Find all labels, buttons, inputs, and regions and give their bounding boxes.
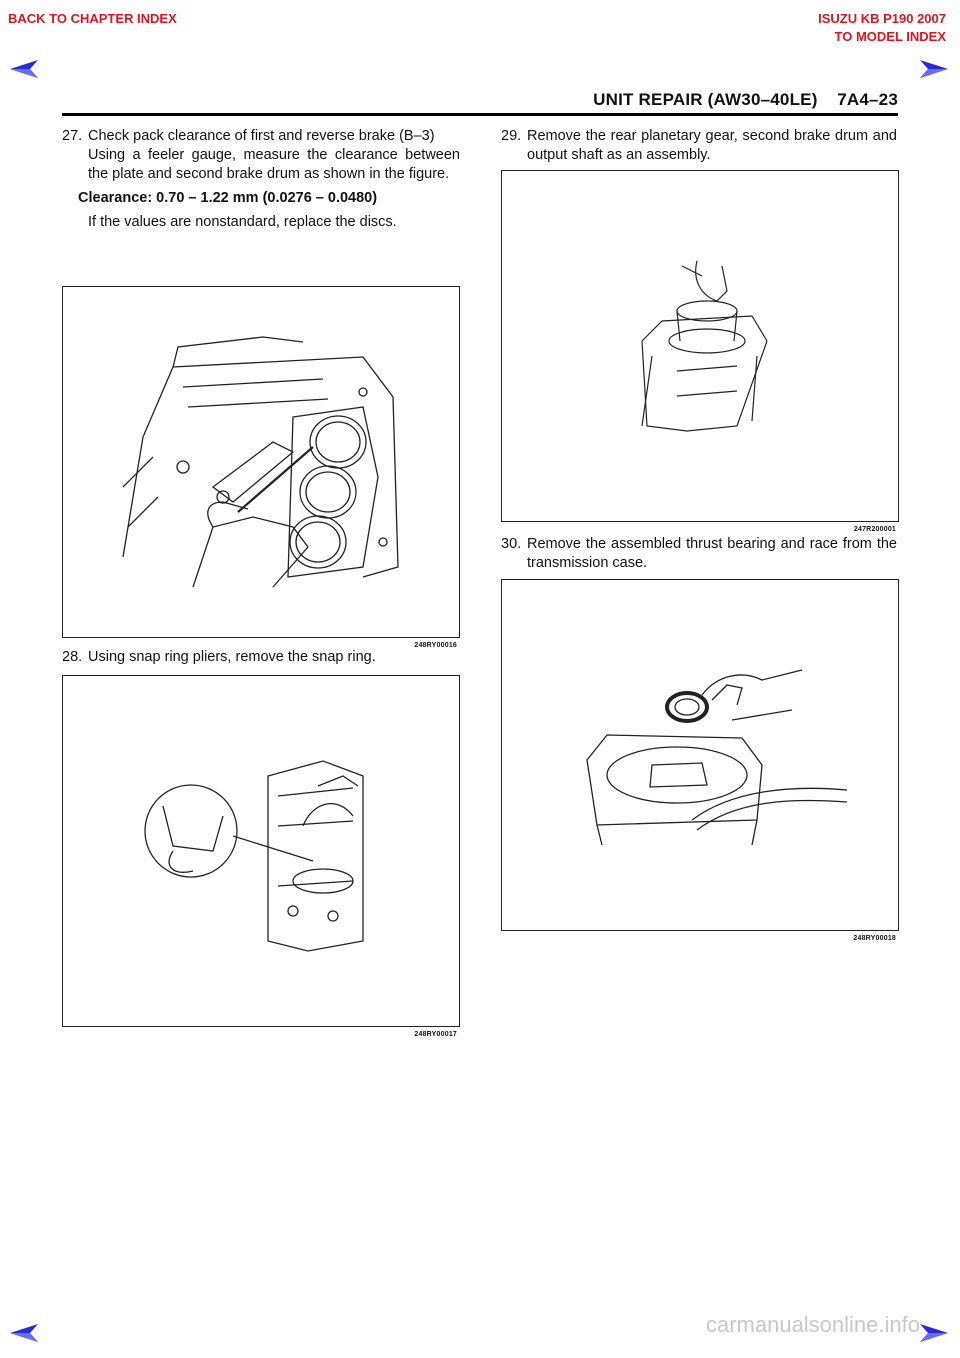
step-30-block: [501, 535, 897, 573]
step-27: [62, 127, 460, 146]
model-title: ISUZU KB P190 2007: [818, 11, 946, 26]
step-29-block: [501, 127, 897, 165]
figure-snap-ring: [62, 675, 460, 1038]
planetary-gear-illustration: [502, 171, 898, 521]
prev-page-arrow-bottom-icon[interactable]: [8, 1322, 42, 1344]
step-28-block: [62, 648, 460, 667]
step-number: 30.: [501, 536, 522, 552]
step-text: Remove the rear planetary gear, second brake drum and output shaft as an assembly.: [527, 128, 897, 163]
header-rule: [62, 113, 898, 116]
step-27-note: If the values are nonstandard, replace the discs.: [88, 214, 397, 230]
step-number: 27.: [62, 128, 83, 144]
step-text: Using snap ring pliers, remove the snap ring.: [88, 649, 376, 665]
page-header-title: UNIT REPAIR (AW30–40LE) 7A4–23: [593, 90, 898, 109]
figure-thrust-bearing: [501, 579, 899, 942]
figure-id: 248RY00016: [414, 642, 457, 649]
next-page-arrow-icon[interactable]: [916, 58, 950, 80]
figure-id: 247R200001: [853, 526, 896, 533]
step-text: Remove the assembled thrust bearing and race from the transmission case.: [527, 536, 897, 571]
next-page-arrow-bottom-icon[interactable]: [916, 1322, 950, 1344]
step-28: [62, 648, 460, 667]
step-29: [501, 127, 897, 165]
figure-id: 248RY00018: [853, 935, 896, 942]
snap-ring-illustration: [63, 676, 459, 1026]
left-column: [62, 127, 460, 232]
step-text: Check pack clearance of first and reverse brake (B–3): [88, 128, 435, 144]
step-number: 28.: [62, 649, 83, 665]
feeler-gauge-illustration: [63, 287, 459, 637]
clearance-spec: Clearance: 0.70 – 1.22 mm (0.0276 – 0.0480): [78, 190, 378, 206]
figure-planetary-gear: [501, 170, 899, 533]
step-30: [501, 535, 897, 573]
figure-feeler-gauge: [62, 286, 460, 649]
to-model-index-link[interactable]: TO MODEL INDEX: [834, 29, 946, 44]
prev-page-arrow-icon[interactable]: [8, 58, 42, 80]
back-to-chapter-index-link[interactable]: BACK TO CHAPTER INDEX: [8, 11, 177, 26]
step-number: 29.: [501, 128, 522, 144]
step-27-instructions: Using a feeler gauge, measure the clearance between the plate and second brake drum as shown in the figure.: [88, 147, 460, 182]
figure-id: 248RY00017: [414, 1031, 457, 1038]
watermark: carmanualsonline.info: [705, 1312, 920, 1337]
thrust-bearing-illustration: [502, 580, 898, 930]
